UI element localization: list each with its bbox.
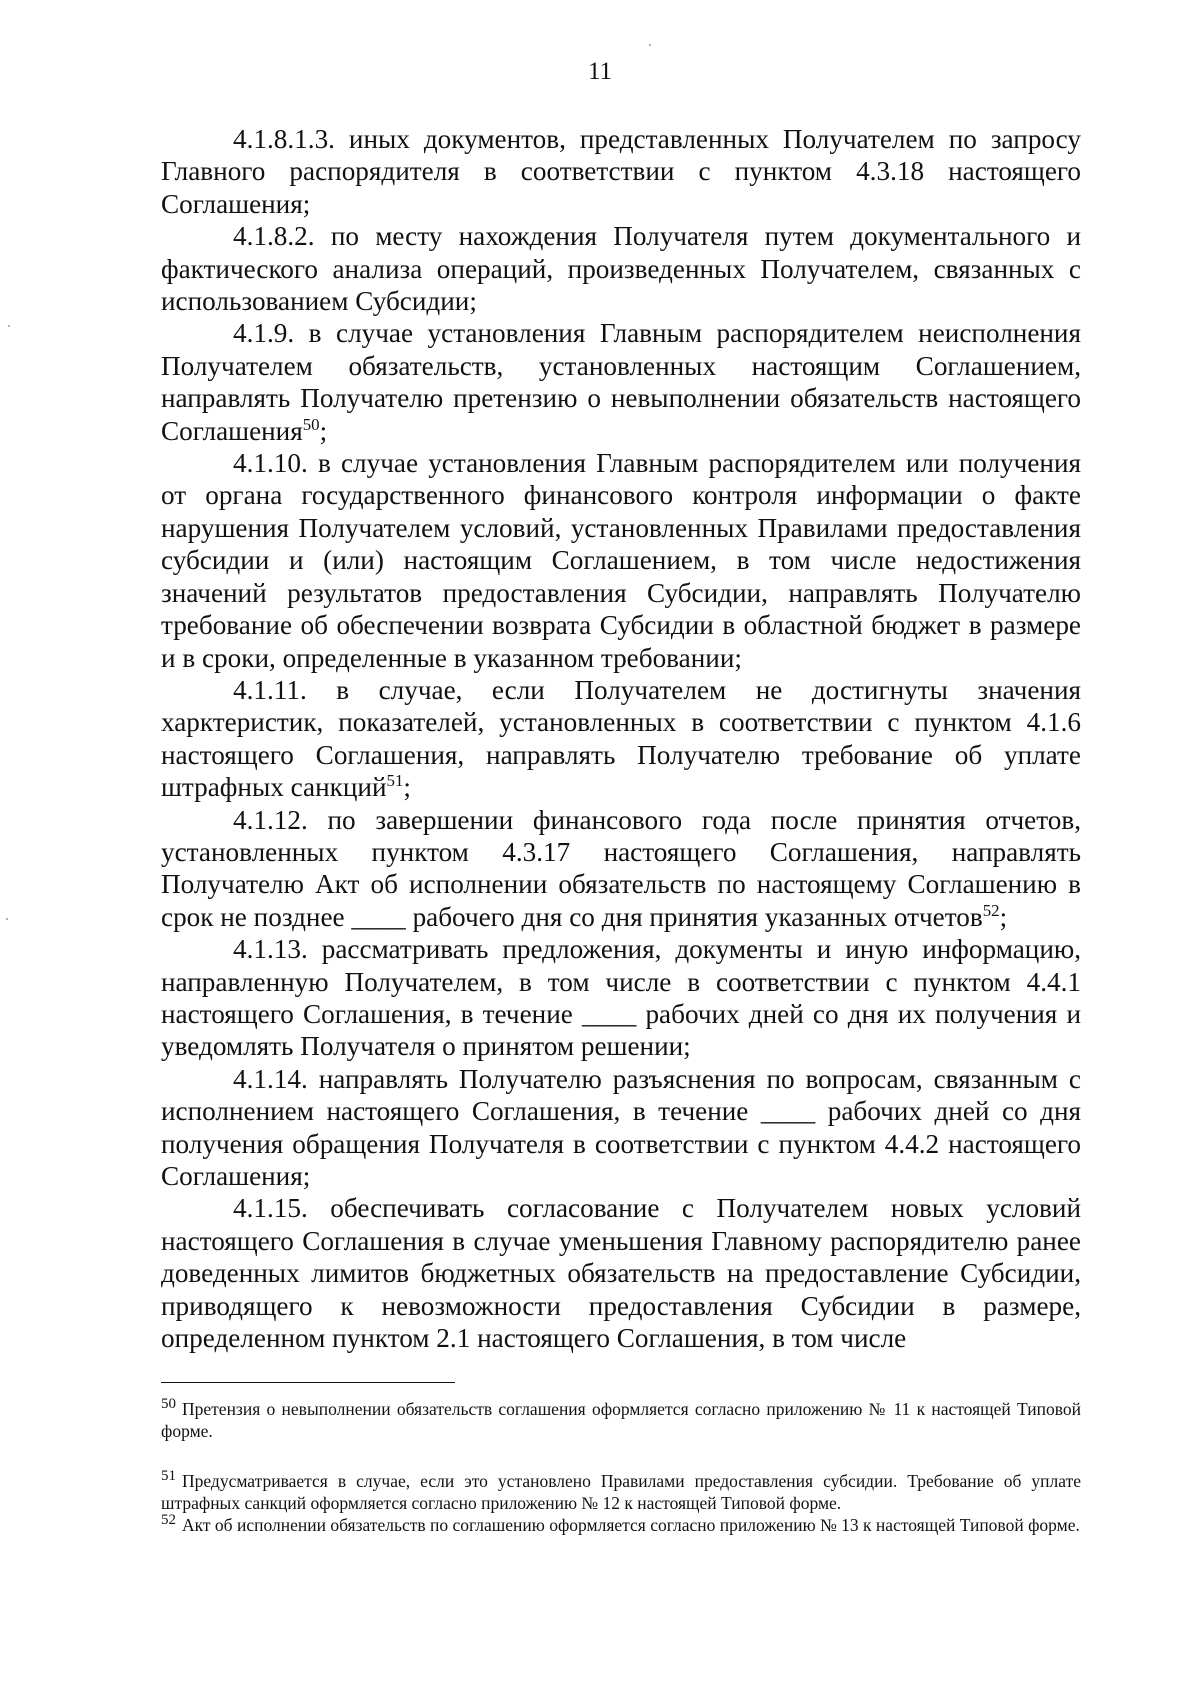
paragraph-4-1-8-1-3: 4.1.8.1.3. иных документов, представленных Получателем по запросу Главного распорядителя в соответствии с пунктом 4.3.18 настоящего Соглашения; [161,124,1081,219]
footnote-ref-51: 51 [386,771,404,791]
footnote-number: 51 [161,1468,176,1485]
blank-field: ____ [351,901,406,932]
paragraph-4-1-8-2: 4.1.8.2. по месту нахождения Получателя путем документального и фактического анализа операций, произведенных Получателем, связанных с использованием Субсидии; [161,221,1081,317]
paragraph-4-1-13: 4.1.13. рассматривать предложения, документы и иную информацию, направленную Получателем, в том числе в соответствии с пунктом 4.4.1 настоящего Соглашения, в течение ____ рабочих дней со дня их получения и уведомлять Получателя о принятом решении; [161,934,1081,1062]
footnote-ref-52: 52 [982,900,1000,920]
body-text [161,123,1081,1354]
footnote-number: 50 [161,1396,176,1413]
footnote-number: 52 [161,1512,176,1529]
blank-field: ____ [581,998,637,1029]
paragraph-4-1-10: 4.1.10. в случае установления Главным распорядителем или получения от органа государственного финансового контроля информации о факте нарушения Получателем условий, установленных Правилами предоставления субсидии и (или) настоящим Соглашением, в том числе недостижения значений результатов предоставления Субсидии, направлять Получателю требование об обеспечении возврата Субсидии в областной бюджет в размере и в сроки, определенные в указанном требовании; [161,448,1081,673]
page-number: 11 [587,58,613,85]
paragraph-4-1-15: 4.1.15. обеспечивать согласование с Получателем новых условий настоящего Соглашения в случае уменьшения Главному распорядителю ранее доведенных лимитов бюджетных обязательств на предоставление Субсидии, приводящего к невозможности предоставления Субсидии в размере, определенном пунктом 2.1 настоящего Соглашения, в том числе [161,1193,1081,1354]
blank-field: ____ [760,1096,816,1127]
scan-speck [6,918,8,920]
footnote-ref-50: 50 [302,414,320,434]
paragraph-4-1-14: 4.1.14. направлять Получателю разъяснения по вопросам, связанным с исполнением настоящего Соглашения, в течение ____ рабочих дней со дня получения обращения Получателя в соответствии с пунктом 4.4.2 настоящего Соглашения; [161,1063,1081,1191]
scan-speck [8,325,10,327]
paragraph-4-1-12: 4.1.12. по завершении финансового года после принятия отчетов, установленных пунктом 4.3.17 настоящего Соглашения, направлять Получателю Акт об исполнении обязательств по настоящему Соглашению в срок не позднее ____ рабочего дня со дня принятия указанных отчетов$^{52}$; [161,804,1081,932]
paragraph-4-1-9: 4.1.9. в случае установления Главным распорядителем неисполнения Получателем обязательств, установленных настоящим Соглашением, направлять Получателю претензию о невыполнении обязательств настоящего Соглашения$^{50}$; [161,318,1081,446]
footnotes [161,1398,1081,1536]
footnote-51: 51 Предусматривается в случае, если это установлено Правилами предоставления субсидии. Требование об уплате штрафных санкций оформляется согласно приложению № 12 к настоящей Типовой форме. [161,1468,1081,1513]
footnote-52: 52 Акт об исполнении обязательств по соглашению оформляется согласно приложению № 13 к настоящей Типовой форме. [161,1512,1080,1535]
footnote-50: 50 Претензия о невыполнении обязательств соглашения оформляется согласно приложению № 11 к настоящей Типовой форме. [161,1396,1081,1441]
scan-speck [649,44,651,46]
paragraph-4-1-11: 4.1.11. в случае, если Получателем не достигнуты значения харктеристик, показателей, установленных в соответствии с пунктом 4.1.6 настоящего Соглашения, направлять Получателю требование об уплате штрафных санкций$^{51}$; [161,674,1081,803]
footnote-separator [161,1382,455,1383]
